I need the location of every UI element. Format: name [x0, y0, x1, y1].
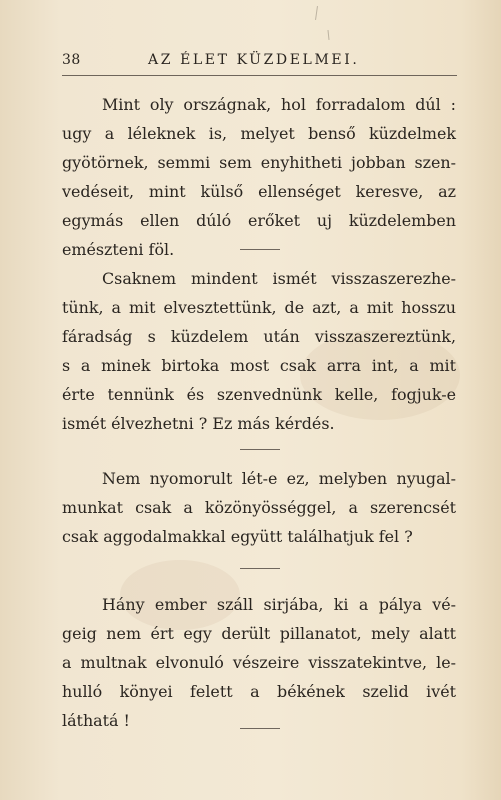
section-separator	[240, 249, 280, 250]
paper-scratch	[327, 30, 329, 40]
paragraph-line: Nem nyomorult lét-e ez, melyben nyugal-	[102, 469, 456, 488]
section-separator	[240, 449, 280, 450]
paragraph-line: tünk, a mit elvesztettünk, de azt, a mit hosszu	[62, 298, 456, 317]
paragraph-line: ugy a léleknek is, melyet benső küzdelmek	[62, 124, 456, 143]
paragraph-line: s a minek birtoka most csak arra int, a mit	[62, 356, 456, 375]
paragraph-line: gyötörnek, semmi sem enyhitheti jobban szen-	[62, 153, 456, 172]
paragraph-line: csak aggodalmakkal együtt találhatjuk fel ?	[62, 527, 413, 546]
paragraph-line: Csaknem mindent ismét visszaszerezhe-	[102, 269, 456, 288]
paragraph-2	[62, 264, 456, 438]
paragraph-line: láthatá !	[62, 711, 130, 730]
paragraph-4	[62, 590, 456, 735]
paragraph-line: Hány ember száll sirjába, ki a pálya vé-	[102, 595, 456, 614]
paragraph-3	[62, 464, 456, 551]
paragraph-line: érte tennünk és szenvednünk kelle, fogjuk-e	[62, 385, 456, 404]
paragraph-line: ismét élvezhetni ? Ez más kérdés.	[62, 414, 335, 433]
paragraph-line: Mint oly országnak, hol forradalom dúl :	[102, 95, 456, 114]
paper-scratch	[315, 6, 318, 20]
header-rule	[62, 75, 457, 76]
paragraph-line: munkat csak a közönyösséggel, a szerencsét	[62, 498, 456, 517]
paragraph-line: a multnak elvonuló vészeire visszatekintve, le-	[62, 653, 456, 672]
paragraph-line: egymás ellen dúló erőket uj küzdelemben	[62, 211, 456, 230]
paragraph-line: fáradság s küzdelem után visszaszereztünk,	[62, 327, 456, 346]
paragraph-1	[62, 90, 456, 264]
paragraph-line: geig nem ért egy derült pillanatot, mely alatt	[62, 624, 456, 643]
paragraph-line: emészteni föl.	[62, 240, 175, 259]
paragraph-line: hulló könyei felett a békének szelid ivét	[62, 682, 456, 701]
section-separator	[240, 728, 280, 729]
section-separator	[240, 568, 280, 569]
page-number: 38	[62, 52, 81, 68]
paragraph-line: vedéseit, mint külső ellenséget keresve, az	[62, 182, 456, 201]
page-header	[62, 52, 457, 70]
running-title: AZ ÉLET KÜZDELMEI.	[148, 52, 360, 68]
